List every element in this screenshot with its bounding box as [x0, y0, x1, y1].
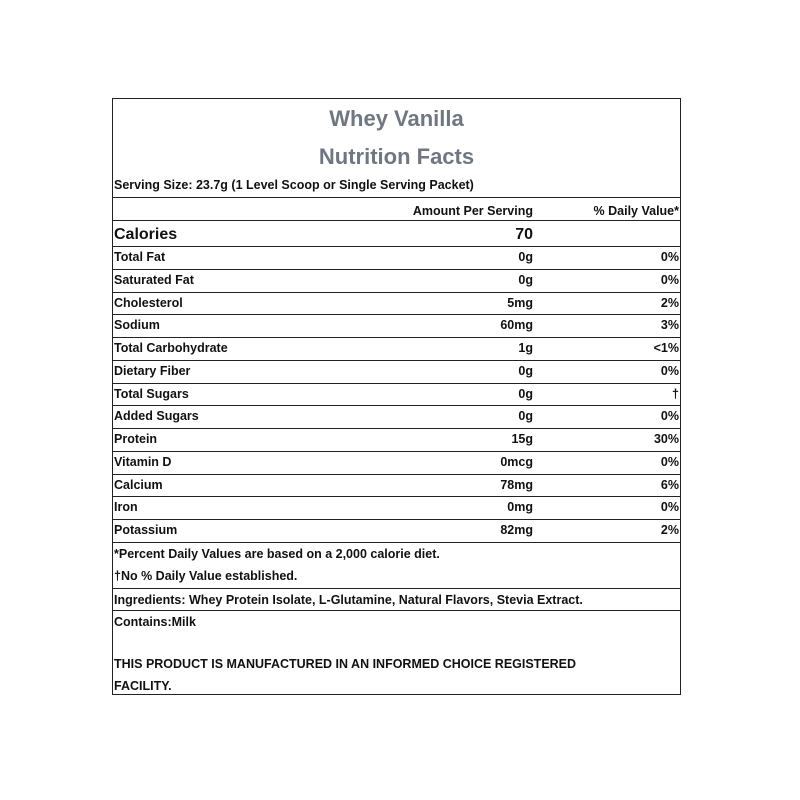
nutrition-facts-heading: Nutrition Facts: [318, 144, 475, 169]
row-divider: [113, 405, 680, 406]
nutrient-daily-value-dietary-fiber: 0%: [660, 363, 679, 378]
product-name: Whey Vanilla: [329, 106, 464, 131]
nutrient-name-vitamin-d: Vitamin D: [114, 454, 172, 469]
nutrient-name-total-sugars: Total Sugars: [114, 386, 189, 401]
nutrient-name-added-sugars: Added Sugars: [114, 409, 199, 424]
nutrient-name-cholesterol: Cholesterol: [114, 295, 183, 310]
nutrient-daily-value-total-sugars: †: [672, 386, 679, 401]
nutrient-amount-saturated-fat: 0g: [518, 272, 533, 287]
nutrient-name-dietary-fiber: Dietary Fiber: [114, 363, 191, 378]
row-divider: [113, 292, 680, 293]
nutrient-daily-value-iron: 0%: [660, 500, 679, 515]
nutrition-facts-panel: [112, 98, 681, 695]
column-header-amount: Amount Per Serving: [412, 204, 533, 218]
nutrient-daily-value-potassium: 2%: [660, 523, 679, 538]
nutrient-daily-value-added-sugars: 0%: [660, 409, 679, 424]
nutrient-name-total-carbohydrate: Total Carbohydrate: [114, 341, 228, 356]
divider: [113, 542, 680, 543]
nutrient-name-iron: Iron: [114, 500, 138, 515]
nutrient-amount-total-sugars: 0g: [518, 386, 533, 401]
calories-label: Calories: [114, 226, 178, 243]
row-divider: [113, 451, 680, 452]
nutrient-amount-protein: 15g: [511, 432, 533, 447]
divider: [113, 610, 680, 611]
nutrient-daily-value-calcium: 6%: [660, 477, 679, 492]
nutrient-name-total-fat: Total Fat: [114, 250, 166, 264]
row-divider: [113, 269, 680, 270]
nutrient-name-sodium: Sodium: [114, 318, 160, 333]
nutrient-daily-value-sodium: 3%: [660, 318, 679, 333]
nutrient-daily-value-total-carbohydrate: <1%: [653, 341, 679, 356]
nutrient-name-potassium: Potassium: [114, 523, 178, 538]
row-divider: [113, 360, 680, 361]
row-divider: [113, 383, 680, 384]
serving-size: Serving Size: 23.7g (1 Level Scoop or Single Serving Packet): [114, 178, 474, 192]
row-divider: [113, 474, 680, 475]
ingredients: Ingredients: Whey Protein Isolate, L-Glutamine, Natural Flavors, Stevia Extract.: [114, 593, 583, 607]
row-divider: [113, 428, 680, 429]
footnote-dagger: †No % Daily Value established.: [114, 569, 298, 583]
nutrient-daily-value-cholesterol: 2%: [660, 295, 679, 310]
divider: [113, 588, 680, 589]
nutrient-amount-potassium: 82mg: [500, 523, 533, 538]
nutrient-amount-dietary-fiber: 0g: [518, 363, 533, 378]
divider: [113, 220, 680, 221]
facility-statement-line-1: THIS PRODUCT IS MANUFACTURED IN AN INFORMED CHOICE REGISTERED: [114, 657, 577, 671]
nutrient-daily-value-protein: 30%: [653, 432, 679, 447]
row-divider: [113, 496, 680, 497]
nutrient-name-calcium: Calcium: [114, 477, 163, 492]
divider: [113, 246, 680, 247]
nutrient-amount-sodium: 60mg: [500, 318, 533, 333]
nutrient-amount-iron: 0mg: [507, 500, 533, 515]
column-header-daily-value: % Daily Value*: [593, 204, 679, 218]
divider: [113, 197, 680, 198]
allergen-contains: Contains:Milk: [114, 615, 196, 629]
nutrient-amount-calcium: 78mg: [500, 477, 533, 492]
row-divider: [113, 337, 680, 338]
nutrient-amount-cholesterol: 5mg: [507, 295, 533, 310]
row-divider: [113, 314, 680, 315]
nutrient-amount-added-sugars: 0g: [518, 409, 533, 424]
nutrient-amount-vitamin-d: 0mcg: [500, 454, 533, 469]
nutrient-daily-value-saturated-fat: 0%: [660, 272, 679, 287]
row-divider: [113, 519, 680, 520]
nutrient-daily-value-vitamin-d: 0%: [660, 454, 679, 469]
nutrient-name-protein: Protein: [114, 432, 158, 447]
nutrient-amount-total-carbohydrate: 1g: [518, 341, 533, 356]
facility-statement-line-2: FACILITY.: [114, 679, 172, 693]
calories-value: 70: [515, 226, 533, 243]
footnote-daily-value: *Percent Daily Values are based on a 2,000 calorie diet.: [114, 547, 440, 561]
nutrient-daily-value-total-fat: 0%: [660, 250, 679, 264]
nutrient-name-saturated-fat: Saturated Fat: [114, 272, 194, 287]
nutrient-amount-total-fat: 0g: [518, 250, 533, 264]
